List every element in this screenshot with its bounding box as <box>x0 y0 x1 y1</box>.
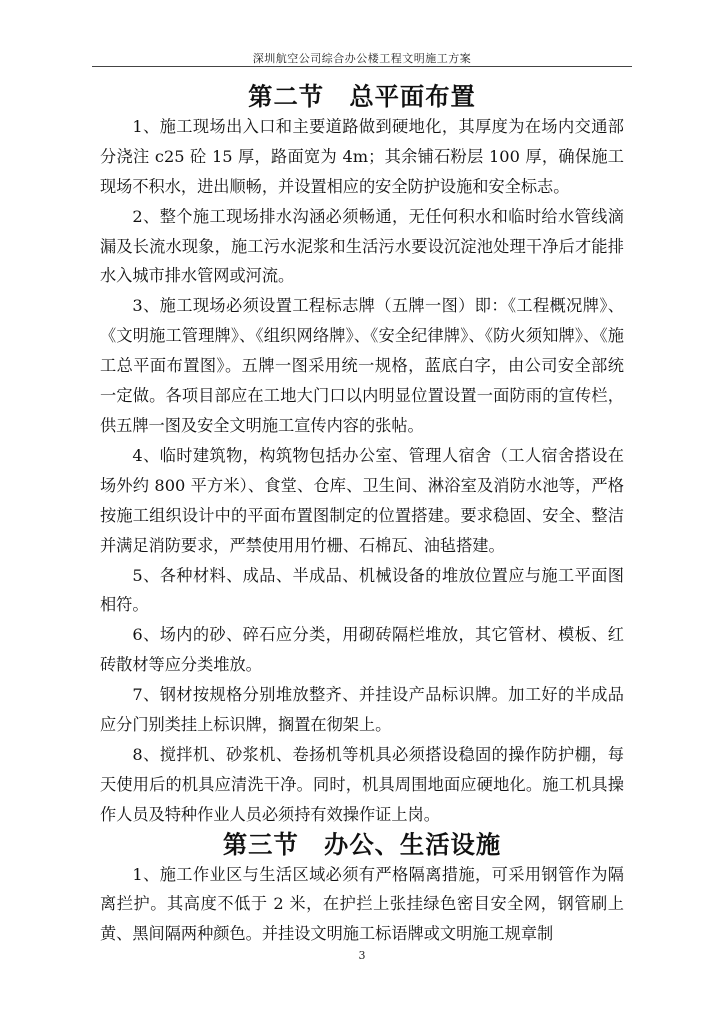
paragraph: 1、施工作业区与生活区域必须有严格隔离措施，可采用钢管作为隔离拦护。其高度不低于 2 米，在护拦上张挂绿色密目安全网，钢管刷上黄、黑间隔两种颜色。并挂设文明施工标语牌或文明施工规章制 <box>100 864 624 944</box>
paragraph: 1、施工现场出入口和主要道路做到硬地化，其厚度为在场内交通部分浇注 c25 砼 15 厚，路面宽为 4m；其余铺石粉层 100 厚，确保施工现场不积水，进出顺畅，并设置相应的安全防护设施和安全标志。 <box>100 116 624 196</box>
paragraph: 4、临时建筑物，构筑物包括办公室、管理人宿舍（工人宿舍搭设在场外约 800 平方米）、食堂、仓库、卫生间、淋浴室及消防水池等，严格按施工组织设计中的平面布置图制定的位置搭建。要求稳固、安全、整洁并满足消防要求，严禁使用用竹栅、石棉瓦、油毡搭建。 <box>100 445 624 555</box>
section-title: 第三节 办公、生活设施 <box>222 829 502 859</box>
paragraph: 3、施工现场必须设置工程标志牌（五牌一图）即：《工程概况牌》、《文明施工管理牌》、《组织网络牌》、《安全纪律牌》、《防火须知牌》、《施工总平面布置图》。五牌一图采用统一规格，蓝底白字，由公司安全部统一定做。各项目部应在工地大门口以内明显位置设置一面防雨的宣传栏，供五牌一图及安全文明施工宣传内容的张帖。 <box>100 296 624 435</box>
running-header: 深圳航空公司综合办公楼工程文明施工方案 <box>252 52 472 65</box>
paragraph: 8、搅拌机、砂浆机、卷扬机等机具必须搭设稳固的操作防护棚，每天使用后的机具应清洗干净。同时，机具周围地面应硬地化。施工机具操作人员及特种作业人员必须持有效操作证上岗。 <box>100 744 624 824</box>
page-number: 3 <box>358 949 366 962</box>
header-rule <box>92 66 632 67</box>
section-title: 第二节 总平面布置 <box>248 82 476 111</box>
paragraph: 5、各种材料、成品、半成品、机械设备的堆放位置应与施工平面图相符。 <box>100 565 624 615</box>
paragraph: 2、整个施工现场排水沟涵必须畅通，无任何积水和临时给水管线滴漏及长流水现象，施工污水泥浆和生活污水要设沉淀池处理干净后才能排水入城市排水管网或河流。 <box>100 206 624 286</box>
paragraph: 7、钢材按规格分别堆放整齐、并挂设产品标识牌。加工好的半成品应分门别类挂上标识牌，搁置在彻架上。 <box>100 685 624 735</box>
paragraph: 6、场内的砂、碎石应分类，用砌砖隔栏堆放，其它管材、模板、红砖散材等应分类堆放。 <box>100 625 624 675</box>
document-body <box>100 82 624 949</box>
